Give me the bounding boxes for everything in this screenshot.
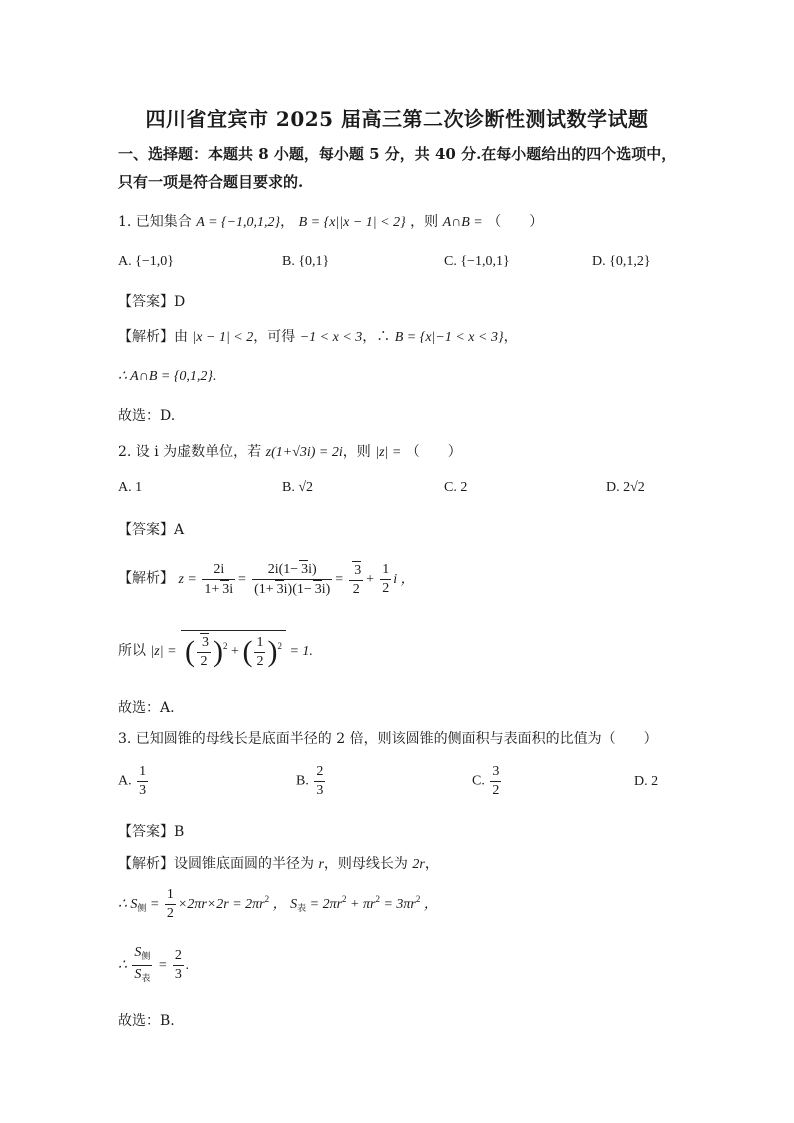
q2-analysis-text: 所以 [118,643,146,660]
q2-option-c: C. 2 [444,480,468,495]
q3-comma: ， [424,856,439,872]
q1-stem-mid: ，则 [410,214,439,230]
q3-option-b-den: 3 [316,783,324,798]
q2-stem-math: z(1+√3i) = 2i [265,445,343,460]
q3-option-c-den: 2 [492,783,500,798]
q1-analysis-math1: |x − 1| < 2 [192,330,254,345]
q2-frac-2: $\frac{2i(1- 3i)}{(1+ 3i)(1- 3i)}$ [254,562,331,597]
q2-analysis-formula: z = $\frac{2i}{1+ 3i}$ = $\frac{2i(1- 3i)}{(1+ 3i)(1- 3i)}$ = $\frac{3}{2}$ + $\frac{1}{2}$ i ， [178,561,415,597]
q3-var-r: r [318,857,324,872]
q3-option-a-label: A. [118,773,132,789]
q2-stem-math2: |z| = [375,445,402,460]
q1-analysis-text-d: ， [503,329,518,345]
q3-analysis-line1 [118,853,439,873]
q3-option-a-num: 1 [137,763,148,782]
q3-analysis-line2 [118,886,438,923]
page-title: 四川省宜宾市 2025 届高三第二次诊断性测试数学试题 [145,107,649,131]
q1-analysis-math3: B = {x|−1 < x < 3} [394,330,504,345]
section-heading: 一、选择题：本题共 8 小题，每小题 5 分，共 40 分.在每小题给出的四个选项中，只有一项是符合题目要求的. [118,145,677,191]
q3-option-c-label: C. [472,773,485,789]
q1-analysis-math2: −1 < x < 3 [299,330,363,345]
q3-analysis-line3 [118,944,189,987]
q1-stem: 1. 已知集合 A = {−1,0,1,2}， B = {x||x − 1| < 2} ，则 A∩B = （ ） [118,214,544,230]
q2-answer: 【答案】A [118,522,185,538]
q1-analysis-line1 [118,326,518,346]
q2-analysis-line1 [118,560,415,599]
q2-stem [118,441,462,461]
q3-answer: 【答案】B [118,824,185,840]
q1-stem-prefix: 1. 已知集合 [118,214,192,230]
q2-stem-end: （ ） [405,444,462,460]
q1-ask: A∩B = [442,215,483,230]
q3-option-a [118,763,150,800]
q1-option-b: B. {0,1} [282,254,330,269]
q2-analysis-label: 【解析】 [118,570,174,587]
q3-option-c [472,763,503,800]
q3-option-a-den: 3 [139,783,147,798]
q2-conclusion: 故选：A. [118,700,175,716]
q1-option-a: A. {−1,0} [118,254,174,269]
q1-option-c: C. {−1,0,1} [444,254,510,269]
q2-frac-4: $\frac{1}{2}$ [382,562,390,596]
q1-stem-end: （ ） [487,214,544,230]
q1-analysis-text-c: ，∴ [362,329,391,345]
q3-option-b [296,763,327,800]
q3-conclusion: 故选：B. [118,1013,175,1029]
q1-analysis-label: 【解析】 [118,329,174,345]
q3-analysis-label: 【解析】 [118,856,174,872]
q3-ratio-formula: ∴ $\frac{S_侧}{S_表}$ = $\frac{2}{3}$ . [118,945,190,983]
q3-option-d: D. 2 [634,774,659,789]
q2-frac-1: $\frac{2i}{1+ 3i}$ [204,561,234,597]
q3-two-r: 2r [412,857,425,872]
q2-option-b: B. √2 [282,480,314,495]
q3-analysis-text: 设圆锥底面圆的半径为 [174,856,314,872]
q1-analysis-text-b: ，可得 [253,329,296,345]
q1-option-d: D. {0,1,2} [592,254,651,269]
q2-modulus-formula: |z| = ( $\frac{3}{2}$ )$^2$ + ( $\frac{1}{2}$ )$^2$ = 1. [150,644,312,659]
q2-analysis-line2 [118,630,313,673]
q3-side-area-formula: ∴ $S_侧$ = $\frac{1}{2}$ $\times 2\pi r\times 2r = 2\pi r^2$ ， $S_表 = 2\pi r^2 + \pi r^2 = 3\pi r^2$ ， [118,887,438,921]
q2-option-d: D. 2√2 [606,480,645,495]
q3-option-c-num: 3 [490,763,501,782]
q1-analysis-line2: ∴ A∩B = {0,1,2}. [118,369,217,384]
q2-frac-3: $\frac{3}{2}$ [349,561,363,599]
q1-set-b: B = {x||x − 1| < 2} [298,215,406,230]
q3-option-b-label: B. [296,773,309,789]
q3-analysis-text2: ，则母线长为 [323,856,408,872]
q1-answer: 【答案】D [118,294,186,310]
q1-conclusion: 故选：D. [118,408,176,424]
q2-stem-mid: ，则 [342,444,371,460]
q1-set-a: A = {−1,0,1,2} [196,215,281,230]
q2-option-a: A. 1 [118,480,143,495]
q2-stem-prefix: 2. 设 i 为虚数单位，若 [118,444,262,460]
q1-analysis-text-a: 由 [174,329,188,345]
q3-stem: 3. 已知圆锥的母线长是底面半径的 2 倍，则该圆锥的侧面积与表面积的比值为（ ） [118,731,658,747]
q3-option-b-num: 2 [314,763,325,782]
